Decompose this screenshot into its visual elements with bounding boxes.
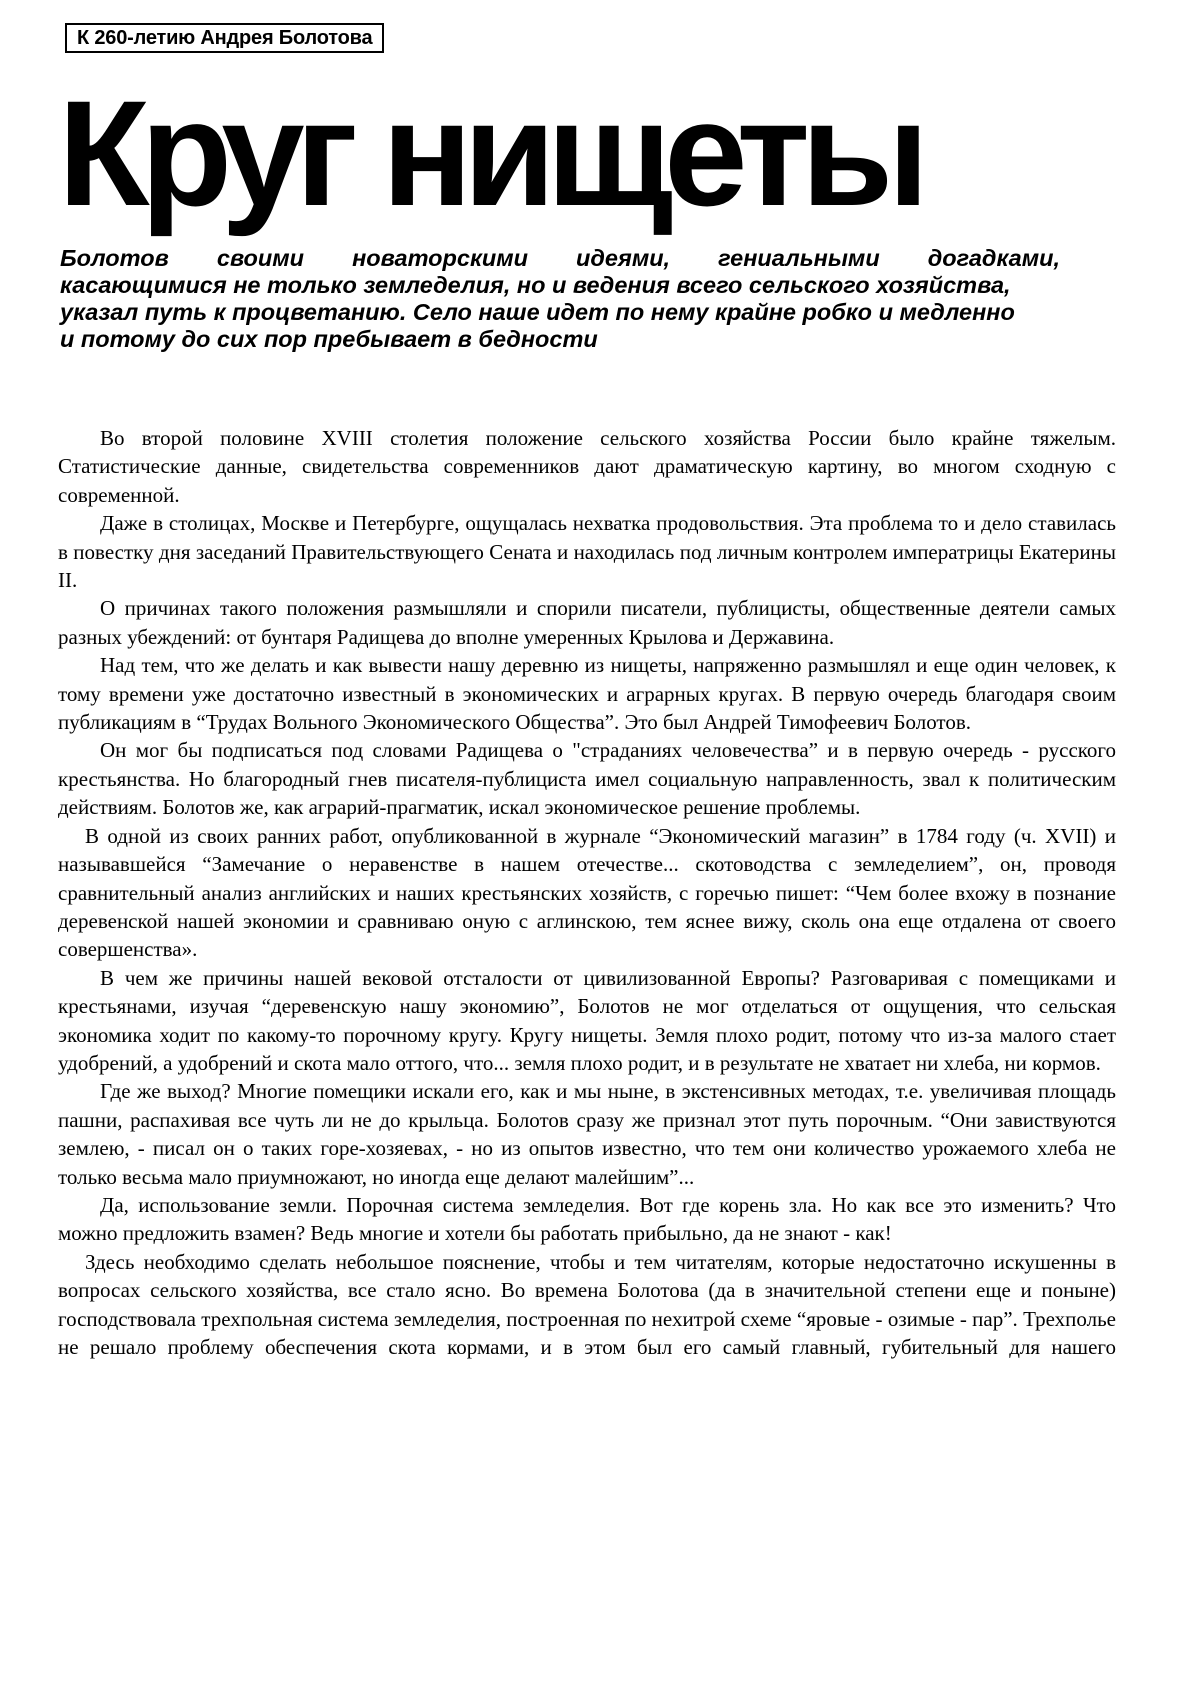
body-paragraph: Даже в столицах, Москве и Петербурге, ощущалась нехватка продовольствия. Эта проблема то и дело ставилась в повестку дня заседаний Правительствующего Сената и находилась под личным контролем императрицы Екатерины II.: [58, 511, 1116, 593]
rubric-label: К 260-летию Андрея Болотова: [65, 23, 384, 53]
headline: Круг нищеты: [58, 69, 921, 237]
article-body: [58, 424, 1116, 1361]
lead-line: Болотов своими новаторскими идеями, гениальными догадками,: [60, 245, 1060, 271]
body-paragraph: Да, использование земли. Порочная система земледелия. Вот где корень зла. Но как все это изменить? Что можно предложить взамен? Ведь многие и хотели бы работать прибыльно, да не знают - как!: [58, 1192, 1116, 1246]
lead-line: указал путь к процветанию. Село наше идет по нему крайне робко и медленно: [60, 299, 1015, 325]
body-paragraph: Он мог бы подписаться под словами Радищева о "страданиях человечества” и в первую очередь - русского крестьянства. Но благородный гнев писателя-публициста имел социальную направленность, звал к политическим действиям. Болотов же, как аграрий-прагматик, искал экономическое решение проблемы.: [58, 738, 1116, 820]
lead-paragraph: [60, 245, 1060, 353]
lead-line: касающимися не только земледелия, но и ведения всего сельского хозяйства,: [60, 272, 1011, 298]
body-paragraph: О причинах такого положения размышляли и спорили писатели, публицисты, общественные деятели самых разных убеждений: от бунтаря Радищева до вполне умеренных Крылова и Державина.: [58, 596, 1116, 649]
body-paragraph: Где же выход? Многие помещики искали его, как и мы ныне, в экстенсивных методах, т.е. увеличивая площадь пашни, распахивая все чуть ли не до крыльца. Болотов сразу же признал этот путь порочным. “Они завиствуются землею, - писал он о таких горе-хозяевах, - но из опытов известно, что тем они количество урожаемого хлеба не только весьма мало приумножают, но иногда еще делают малейшим”...: [58, 1079, 1116, 1189]
lead-line: и потому до сих пор пребывает в бедности: [60, 326, 598, 352]
body-paragraph: Здесь необходимо сделать небольшое пояснение, чтобы и тем читателям, которые недостаточно искушенны в вопросах сельского хозяйства, все стало ясно. Во времена Болотова (да в значительной степени еще и поныне) господствовала трехпольная система земледелия, построенная по нехитрой схеме “яровые - озимые - пар”. Трехполье не решало проблему обеспечения скота кормами, и в этом был его самый главный, губительный для нашего: [58, 1249, 1116, 1359]
body-paragraph: В одной из своих ранних работ, опубликованной в журнале “Экономический магазин” в 1784 году (ч. XVII) и называвшейся “Замечание о неравенстве в нашем отечестве... скотоводства с земледелием”, он, проводя сравнительный анализ английских и наших крестьянских хозяйств, с горечью пишет: “Чем более вхожу в познание деревенской нашей экономии и сравниваю оную с аглинскою, тем яснее вижу, сколь она еще отдалена от своего совершенства».: [58, 823, 1116, 962]
body-paragraph: В чем же причины нашей вековой отсталости от цивилизованной Европы? Разговаривая с помещиками и крестьянами, изучая “деревенскую нашу экономию”, Болотов не мог отделаться от ощущения, что сельская экономика ходит по какому-то порочному кругу. Кругу нищеты. Земля плохо родит, потому что из-за малого стает удобрений, а удобрений и скота мало оттого, что... земля плохо родит, и в результате не хватает ни хлеба, ни кормов.: [58, 965, 1116, 1075]
body-paragraph: Во второй половине XVIII столетия положение сельского хозяйства России было крайне тяжелым. Статистические данные, свидетельства современников дают драматическую картину, во многом сходную с современной.: [58, 426, 1116, 507]
body-paragraph: Над тем, что же делать и как вывести нашу деревню из нищеты, напряженно размышлял и еще один человек, к тому времени уже достаточно известный в экономических и аграрных кругах. В первую очередь благодаря своим публикациям в “Трудах Вольного Экономического Общества”. Это был Андрей Тимофеевич Болотов.: [58, 653, 1116, 735]
